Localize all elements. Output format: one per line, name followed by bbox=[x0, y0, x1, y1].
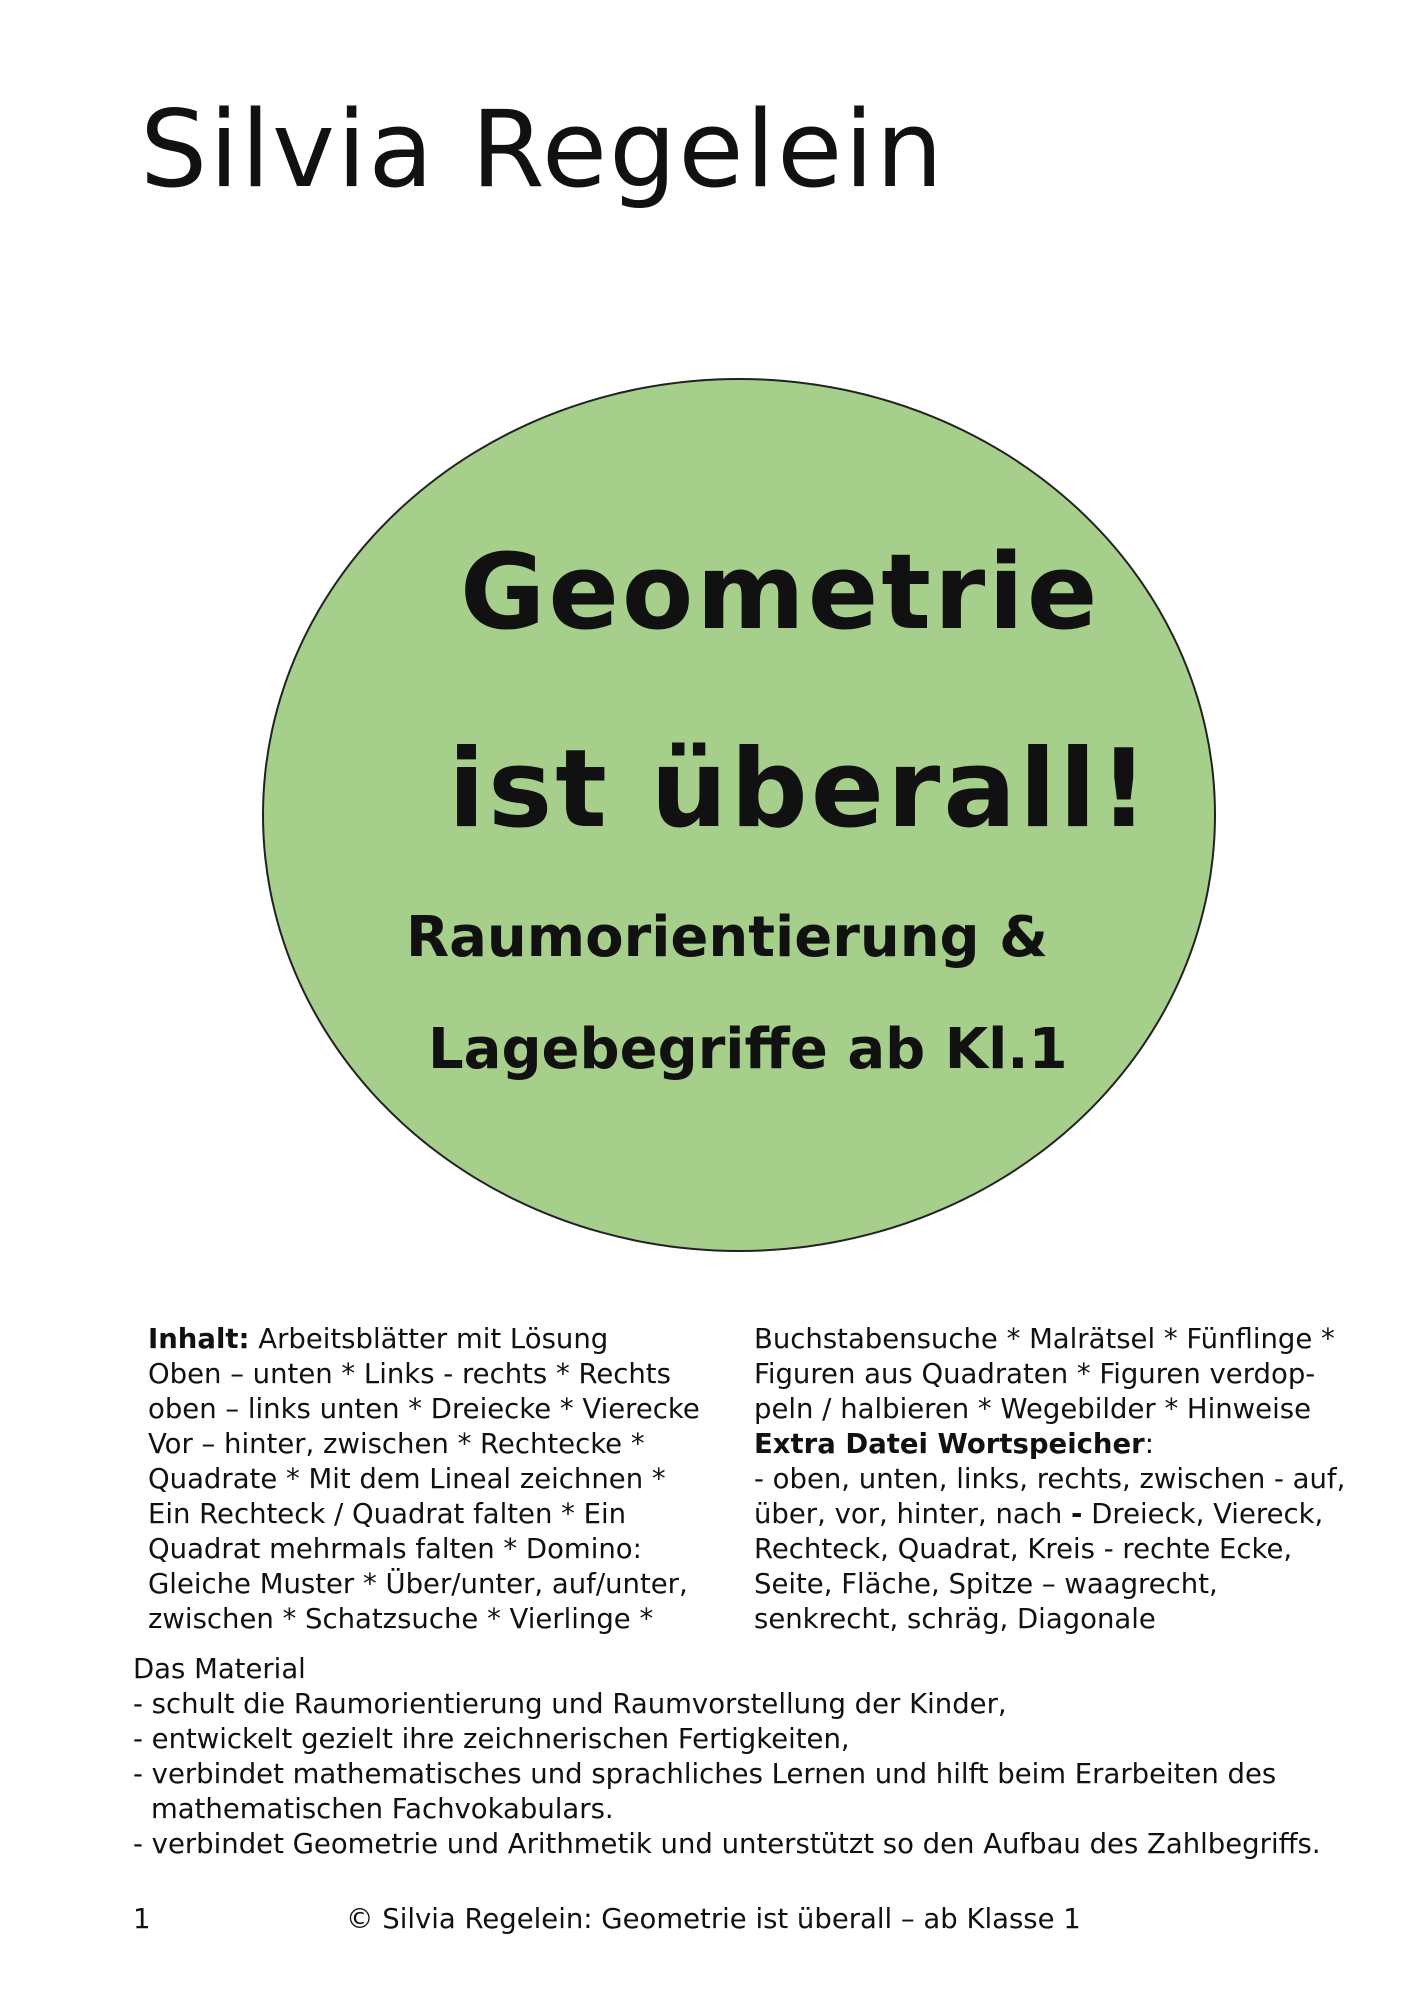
contents-line: Quadrat mehrmals falten * Domino: bbox=[148, 1533, 642, 1565]
subtitle-line-2: Lagebegriffe ab Kl.1 bbox=[428, 1017, 1068, 1082]
wordbank-dash: - bbox=[1071, 1498, 1083, 1530]
contents-line: Buchstabensuche * Malrätsel * Fünflinge * bbox=[754, 1323, 1335, 1355]
contents-line: Ein Rechteck / Quadrat falten * Ein bbox=[148, 1498, 627, 1530]
material-section bbox=[133, 1652, 1321, 1862]
contents-right-column bbox=[754, 1322, 1345, 1637]
contents-line bbox=[148, 1322, 700, 1357]
subtitle-line-1: Raumorientierung & bbox=[406, 905, 1048, 970]
page-number: 1 bbox=[133, 1903, 151, 1935]
wordbank-text: über, vor, hinter, nach bbox=[754, 1498, 1072, 1530]
copyright-notice: © Silvia Regelein: Geometrie ist überall – ab Klasse 1 bbox=[346, 1903, 1081, 1935]
title-line-2: ist überall! bbox=[448, 727, 1152, 852]
material-item: - verbindet mathematisches und sprachliches Lernen und hilft beim Erarbeiten des bbox=[133, 1758, 1277, 1790]
wordbank-text: Dreieck, Viereck, bbox=[1082, 1498, 1324, 1530]
wordbank-heading bbox=[754, 1427, 1345, 1462]
material-item-continued: mathematischen Fachvokabulars. bbox=[151, 1793, 614, 1825]
contents-text: Arbeitsblätter mit Lösung bbox=[249, 1323, 609, 1355]
contents-line: zwischen * Schatzsuche * Vierlinge * bbox=[148, 1603, 654, 1635]
contents-line: Figuren aus Quadraten * Figuren verdop- bbox=[754, 1358, 1316, 1390]
contents-line: Gleiche Muster * Über/unter, auf/unter, bbox=[148, 1568, 688, 1600]
material-heading: Das Material bbox=[133, 1653, 306, 1685]
contents-line: Quadrate * Mit dem Lineal zeichnen * bbox=[148, 1463, 666, 1495]
contents-label: Inhalt: bbox=[148, 1323, 250, 1355]
contents-line: Oben – unten * Links - rechts * Rechts bbox=[148, 1358, 671, 1390]
wordbank-line: Seite, Fläche, Spitze – waagrecht, bbox=[754, 1568, 1218, 1600]
wordbank-label: Extra Datei Wortspeicher bbox=[754, 1428, 1145, 1460]
wordbank-line: senkrecht, schräg, Diagonale bbox=[754, 1603, 1156, 1635]
contents-line: oben – links unten * Dreiecke * Vierecke bbox=[148, 1393, 700, 1425]
author-name: Silvia Regelein bbox=[140, 88, 945, 211]
wordbank-line bbox=[754, 1497, 1345, 1532]
wordbank-line: - oben, unten, links, rechts, zwischen - auf, bbox=[754, 1463, 1346, 1495]
wordbank-line: Rechteck, Quadrat, Kreis - rechte Ecke, bbox=[754, 1533, 1293, 1565]
material-item: - entwickelt gezielt ihre zeichnerischen Fertigkeiten, bbox=[133, 1723, 850, 1755]
contents-left-column bbox=[148, 1322, 700, 1637]
title-line-1: Geometrie bbox=[460, 531, 1101, 653]
wordbank-colon: : bbox=[1144, 1428, 1154, 1460]
material-item: - verbindet Geometrie und Arithmetik und unterstützt so den Aufbau des Zahlbegriffs. bbox=[133, 1828, 1321, 1860]
contents-line: Vor – hinter, zwischen * Rechtecke * bbox=[148, 1428, 645, 1460]
contents-line: peln / halbieren * Wegebilder * Hinweise bbox=[754, 1393, 1311, 1425]
material-item: - schult die Raumorientierung und Raumvorstellung der Kinder, bbox=[133, 1688, 1007, 1720]
